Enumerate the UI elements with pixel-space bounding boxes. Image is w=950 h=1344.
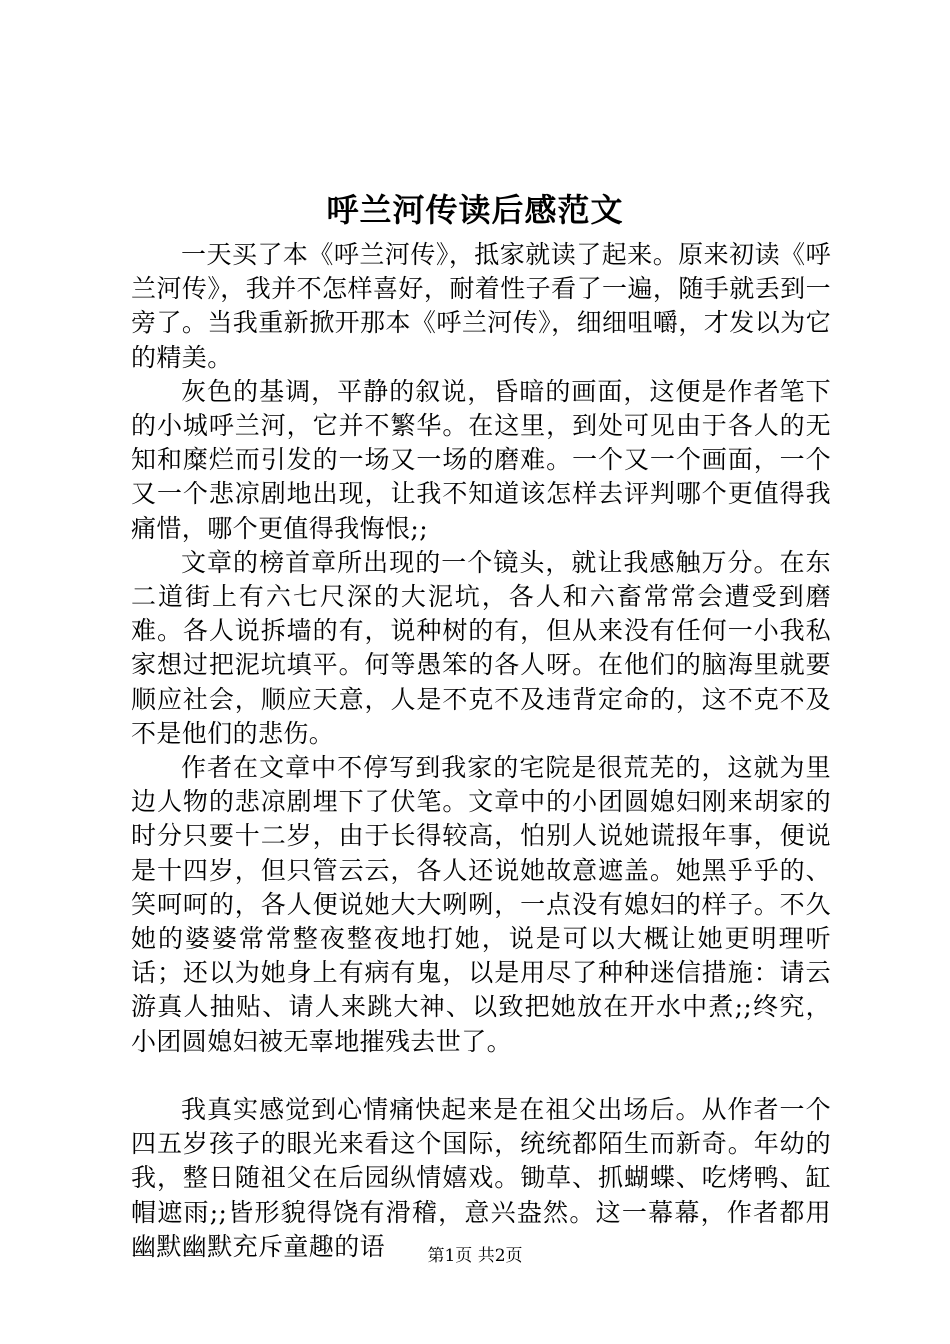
document-title: 呼兰河传读后感范文 [326,191,624,229]
paragraph-5: 我真实感觉到心情痛快起来是在祖父出场后。从作者一个四五岁孩子的眼光来看这个国际，统统都陌生而新奇。年幼的我，整日随祖父在后园纵情嬉戏。锄草、抓蝴蝶、吃烤鸭、缸帽遮雨;;皆形貌得饶有滑稽，意兴盎然。这一幕幕，作者都用幽默幽默充斥童趣的语 [131,1095,831,1261]
page-footer: 第1页 共2页 [427,1246,523,1266]
paragraph-1: 一天买了本《呼兰河传》，抵家就读了起来。原来初读《呼兰河传》，我并不怎样喜好，耐着性子看了一遍，随手就丢到一旁了。当我重新掀开那本《呼兰河传》，细细咀嚼，才发以为它的精美。 [131,240,831,372]
document-body [131,238,831,1264]
paragraph-4: 作者在文章中不停写到我家的宅院是很荒芜的，这就为里边人物的悲凉剧埋下了伏笔。文章中的小团圆媳妇刚来胡家的时分只要十二岁，由于长得较高，怕别人说她谎报年事，便说是十四岁，但只管云云，各人还说她故意遮盖。她黑乎乎的、笑呵呵的，各人便说她大大咧咧，一点没有媳妇的样子。不久她的婆婆常常整夜整夜地打她，说是可以大概让她更明理听话；还以为她身上有病有鬼，以是用尽了种种迷信措施：请云游真人抽贴、请人来跳大神、以致把她放在开水中煮;;终究，小团圆媳妇被无辜地摧残去世了。 [131,753,831,1056]
paragraph-2: 灰色的基调，平静的叙说，昏暗的画面，这便是作者笔下的小城呼兰河，它并不繁华。在这里，到处可见由于各人的无知和糜烂而引发的一场又一场的磨难。一个又一个画面，一个又一个悲凉剧地出现，让我不知道该怎样去评判哪个更值得我痛惜，哪个更值得我悔恨;; [131,376,831,543]
paragraph-3: 文章的榜首章所出现的一个镜头，就让我感触万分。在东二道街上有六七尺深的大泥坑，各人和六畜常常会遭受到磨难。各人说拆墙的有，说种树的有，但从来没有任何一小我私家想过把泥坑填平。何等愚笨的各人呀。在他们的脑海里就要顺应社会，顺应天意，人是不克不及违背定命的，这不克不及不是他们的悲伤。 [131,547,831,748]
